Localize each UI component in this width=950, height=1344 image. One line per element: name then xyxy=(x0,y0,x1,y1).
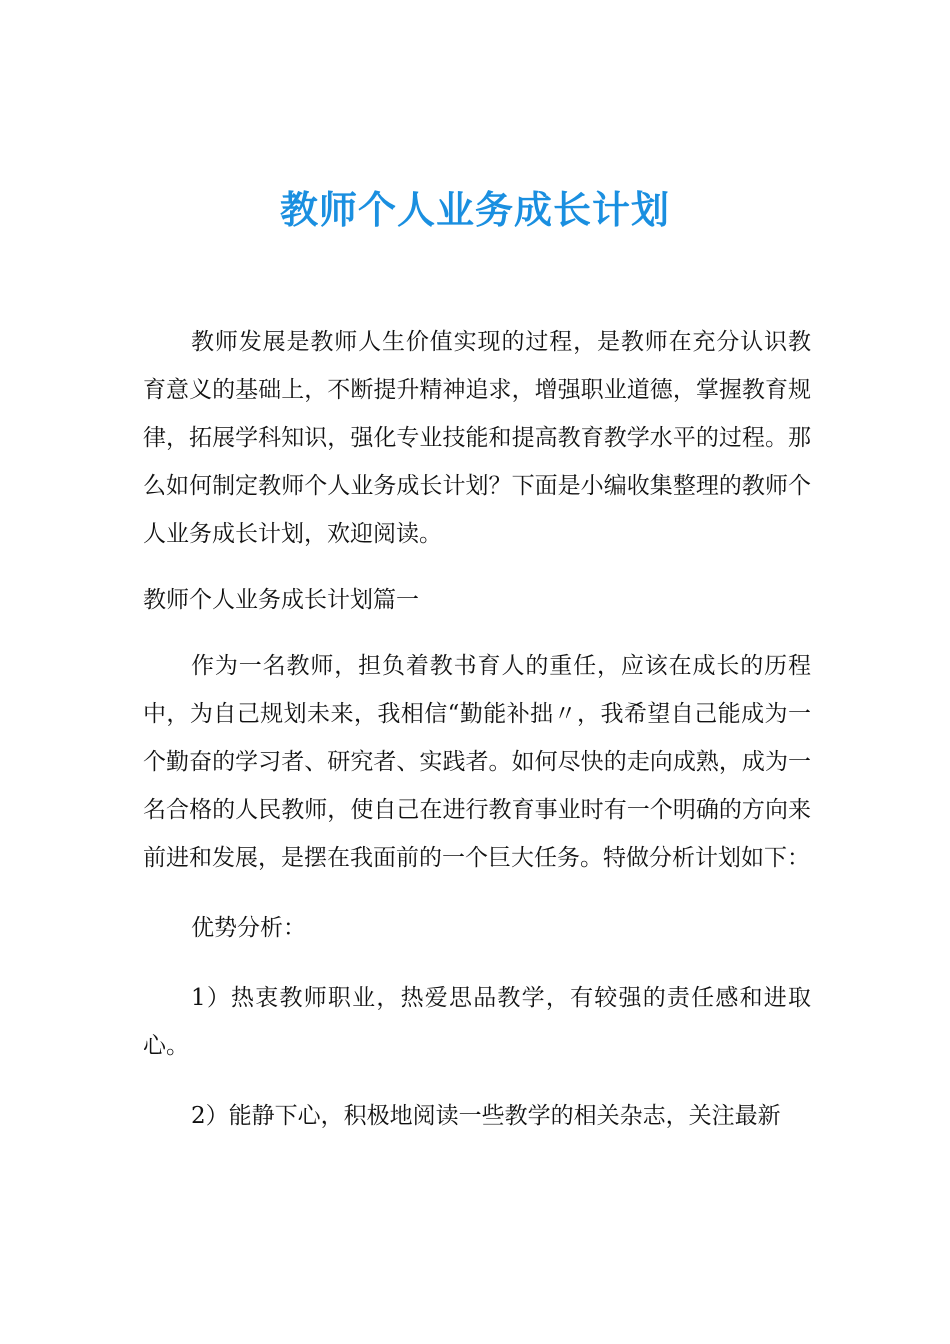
body-paragraph: 作为一名教师，担负着教书育人的重任，应该在成长的历程中，为自己规划未来，我相信“勤能补拙〃，我希望自己能成为一个勤奋的学习者、研究者、实践者。如何尽快的走向成熟，成为一名合格的人民教师，使自己在进行教育事业时有一个明确的方向来前进和发展，是摆在我面前的一个巨大任务。特做分析计划如下： xyxy=(143,653,811,871)
intro-paragraph: 教师发展是教师人生价值实现的过程，是教师在充分认识教育意义的基础上，不断提升精神追求，增强职业道德，掌握教育规律，拓展学科知识，强化专业技能和提高教育教学水平的过程。那么如何制定教师个人业务成长计划？下面是小编收集整理的教师个人业务成长计划，欢迎阅读。 xyxy=(143,329,811,547)
document-title: 教师个人业务成长计划 xyxy=(279,188,670,232)
document-body xyxy=(143,318,811,1140)
list-item: 1）热衷教师职业，热爱思品教学，有较强的责任感和进取心。 xyxy=(143,985,811,1059)
list-item: 2）能静下心，积极地阅读一些教学的相关杂志，关注最新 xyxy=(191,1103,781,1129)
section-heading: 教师个人业务成长计划篇一 xyxy=(143,587,419,613)
subheading-advantages: 优势分析： xyxy=(191,915,306,941)
